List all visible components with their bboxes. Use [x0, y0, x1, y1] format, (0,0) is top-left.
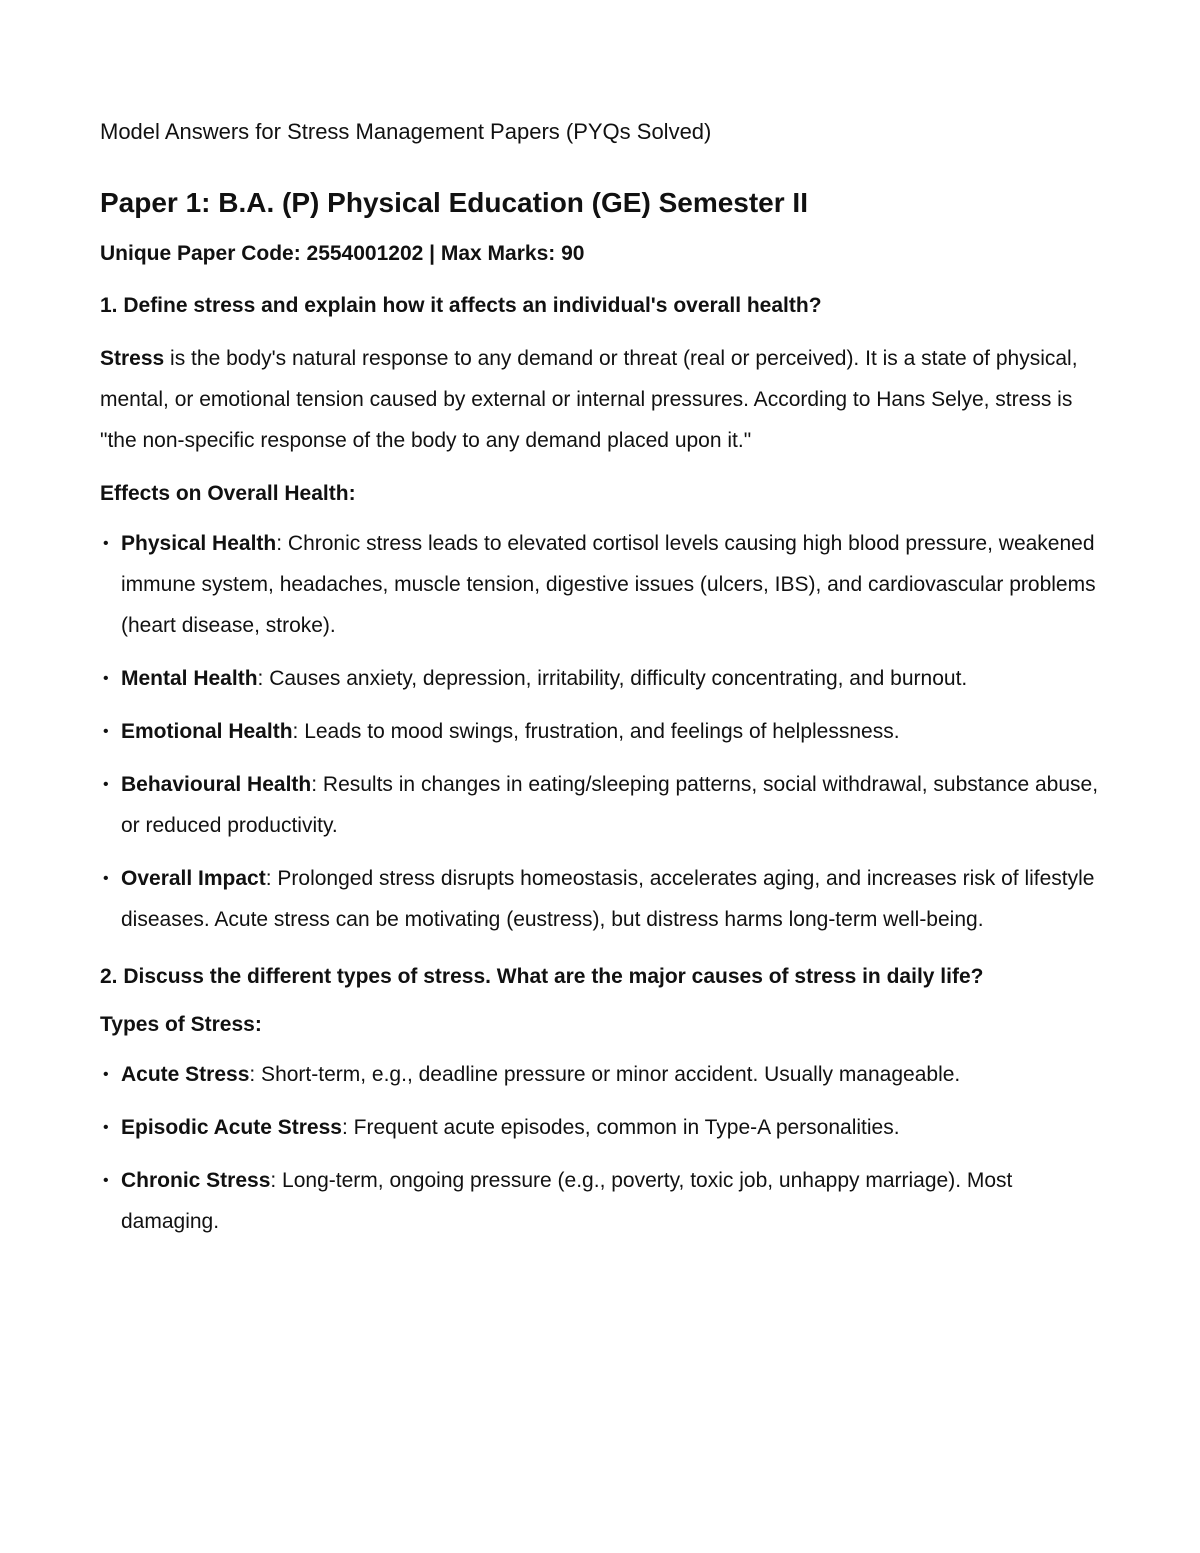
item-term: Behavioural Health [121, 773, 312, 796]
question-1: 1. Define stress and explain how it affects an individual's overall health? [100, 294, 822, 317]
list-item [100, 658, 1100, 699]
list-item [100, 1160, 1100, 1242]
item-text: : Prolonged stress disrupts homeostasis, accelerates aging, and increases risk of lifestyle diseases. Acute stress can be motivating (eustress), but distress harms long-term well-being. [121, 867, 1095, 931]
item-text: : Leads to mood swings, frustration, and feelings of helplessness. [292, 720, 900, 743]
list-item [100, 1107, 1100, 1148]
list-item [100, 523, 1100, 646]
bullet-icon: • [103, 1172, 109, 1189]
item-term: Mental Health [121, 667, 258, 690]
bullet-icon: • [103, 870, 109, 887]
effects-list [100, 523, 1100, 940]
bullet-icon: • [103, 535, 109, 552]
item-text: : Long-term, ongoing pressure (e.g., poverty, toxic job, unhappy marriage). Most damaging. [121, 1169, 1013, 1233]
item-text: : Chronic stress leads to elevated cortisol levels causing high blood pressure, weakened immune system, headaches, muscle tension, digestive issues (ulcers, IBS), and cardiovascular problems (heart disease, stroke). [121, 532, 1096, 637]
list-item [100, 711, 1100, 752]
bullet-icon: • [103, 776, 109, 793]
item-text: : Frequent acute episodes, common in Type-A personalities. [341, 1116, 900, 1139]
item-text: : Causes anxiety, depression, irritability, difficulty concentrating, and burnout. [257, 667, 968, 690]
bullet-icon: • [103, 670, 109, 687]
bullet-icon: • [103, 1119, 109, 1136]
item-term: Overall Impact [121, 867, 266, 890]
types-heading: Types of Stress: [100, 1013, 262, 1036]
item-term: Acute Stress [121, 1063, 250, 1086]
item-term: Episodic Acute Stress [121, 1116, 342, 1139]
list-item [100, 764, 1100, 846]
bullet-icon: • [103, 1066, 109, 1083]
stress-definition [100, 338, 1100, 461]
types-list [100, 1054, 1100, 1242]
list-item [100, 858, 1100, 940]
question-2: 2. Discuss the different types of stress. What are the major causes of stress in daily life? [100, 965, 984, 988]
item-term: Physical Health [121, 532, 277, 555]
paper-heading: Paper 1: B.A. (P) Physical Education (GE) Semester II [100, 187, 808, 218]
document-title: Model Answers for Stress Management Papers (PYQs Solved) [100, 119, 712, 144]
definition-term: Stress [100, 347, 165, 370]
item-text: : Results in changes in eating/sleeping patterns, social withdrawal, substance abuse, or reduced productivity. [121, 773, 1099, 837]
item-text: : Short-term, e.g., deadline pressure or minor accident. Usually manageable. [249, 1063, 961, 1086]
item-term: Emotional Health [121, 720, 293, 743]
bullet-icon: • [103, 723, 109, 740]
item-term: Chronic Stress [121, 1169, 271, 1192]
paper-code-and-marks: Unique Paper Code: 2554001202 | Max Marks: 90 [100, 242, 585, 265]
definition-text: is the body's natural response to any demand or threat (real or perceived). It is a state of physical, mental, or emotional tension caused by external or internal pressures. According to Hans Selye, stress is "the non-specific response of the body to any demand placed upon it." [100, 347, 1078, 452]
effects-heading: Effects on Overall Health: [100, 482, 356, 505]
list-item [100, 1054, 1100, 1095]
